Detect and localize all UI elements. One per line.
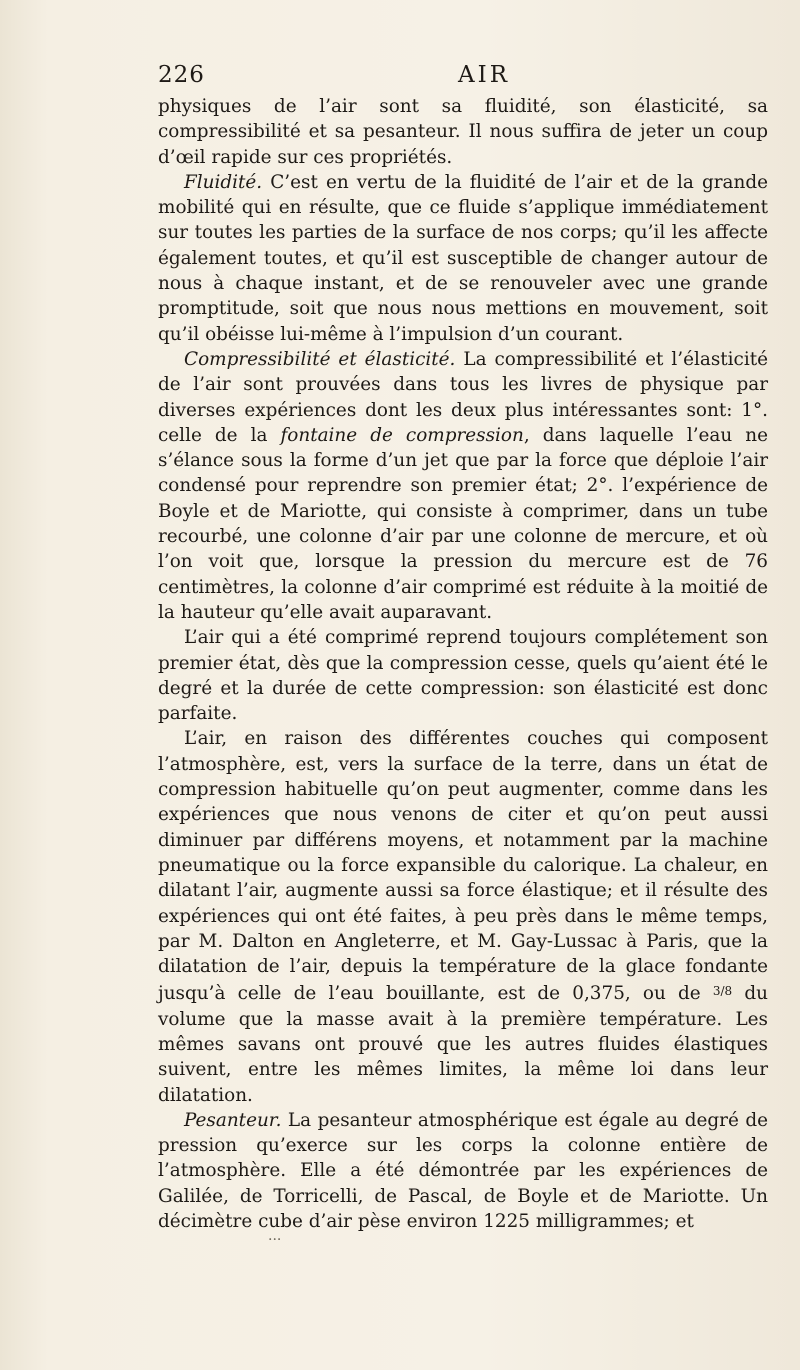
paragraph-dilatation	[158, 726, 768, 1107]
paragraph-compressibilite-body-a: La compressibilité et l’élasticité de l’air sont prouvées dans tous les livres de physique par diverses expériences dont les deux plus intéressantes sont: 1°. celle de la	[158, 348, 768, 446]
page-number: 226	[158, 62, 205, 88]
paragraph-dilatation-body-a: L’air, en raison des différentes couches qui composent l’atmosphère, est, vers la surface de la terre, dans un état de compression habituelle qu’on peut augmenter, comme dans les expériences que nous venons de citer et qu’on peut aussi diminuer par différens moyens, et notamment par la machine pneumatique ou la force expansible du calorique. La chaleur, en dilatant l’air, augmente aussi sa force élastique; et il résulte des expériences qui ont été faites, à peu près dans le même temps, par M. Dalton en Angleterre, et M. Gay-Lussac à Paris, que la dilatation de l’air, depuis la température de la glace fondante jusqu’à celle de l’eau bouillante, est de 0,375, ou de	[158, 728, 768, 1005]
section-title-compressibilite: Compressibilité et élasticité.	[184, 348, 456, 370]
paragraph-pesanteur	[158, 1108, 768, 1234]
fraction-three-eighths: 3/8	[712, 984, 733, 999]
paragraph-fluidite	[158, 170, 768, 347]
running-head: AIR	[458, 62, 511, 88]
page-header	[158, 62, 768, 94]
paragraph-elasticite-parfaite: L’air qui a été comprimé reprend toujours complétement son premier état, dès que la compression cesse, quels qu’aient été le degré et la durée de cette compression: son élasticité est donc parfaite.	[158, 627, 768, 725]
paragraph-properties: physiques de l’air sont sa fluidité, son élasticité, sa compressibilité et sa pesanteur. Il nous suffira de jeter un coup d’œil rapide sur ces propriétés.	[158, 96, 768, 168]
section-title-fluidite: Fluidité.	[184, 171, 263, 193]
signature-mark: ...	[268, 1228, 282, 1244]
section-title-pesanteur: Pesanteur.	[184, 1109, 282, 1131]
italic-fontaine: fontaine de compression	[280, 424, 524, 446]
body-text	[158, 94, 768, 1234]
paragraph-compressibilite	[158, 347, 768, 625]
paragraph-pesanteur-body: La pesanteur atmosphérique est égale au degré de pression qu’exerce sur les corps la colonne entière de l’atmosphère. Elle a été démontrée par les expériences de Galilée, de Torricelli, de Pascal, de Boyle et de Mariotte. Un décimètre cube d’air pèse environ 1225 milligrammes; et	[158, 1109, 768, 1233]
paragraph-compressibilite-body-b: , dans laquelle l’eau ne s’élance sous la forme d’un jet que par la force que déploie l’air condensé pour reprendre son premier état; 2°. l’expérience de Boyle et de Mariotte, qui consiste à comprimer, dans un tube recourbé, une colonne d’air par une colonne de mercure, et où l’on voit que, lorsque la pression du mercure est de 76 centimètres, la colonne d’air comprimé est réduite à la moitié de la hauteur qu’elle avait auparavant.	[158, 424, 769, 623]
paragraph-fluidite-body: C’est en vertu de la fluidité de l’air et de la grande mobilité qui en résulte, que ce fluide s’applique immédiatement sur toutes les parties de la surface de nos corps; qu’il les affecte également toutes, et qu’il est susceptible de changer autour de nous à chaque instant, et de se renouveler avec une grande promptitude, soit que nous nous mettions en mouvement, soit qu’il obéisse lui-même à l’impulsion d’un courant.	[158, 171, 768, 345]
paragraph-dilatation-body-b: du volume que la masse avait à la première température. Les mêmes savans ont prouvé que les autres fluides élastiques suivent, entre les mêmes limites, la même loi dans leur dilatation.	[158, 983, 768, 1106]
